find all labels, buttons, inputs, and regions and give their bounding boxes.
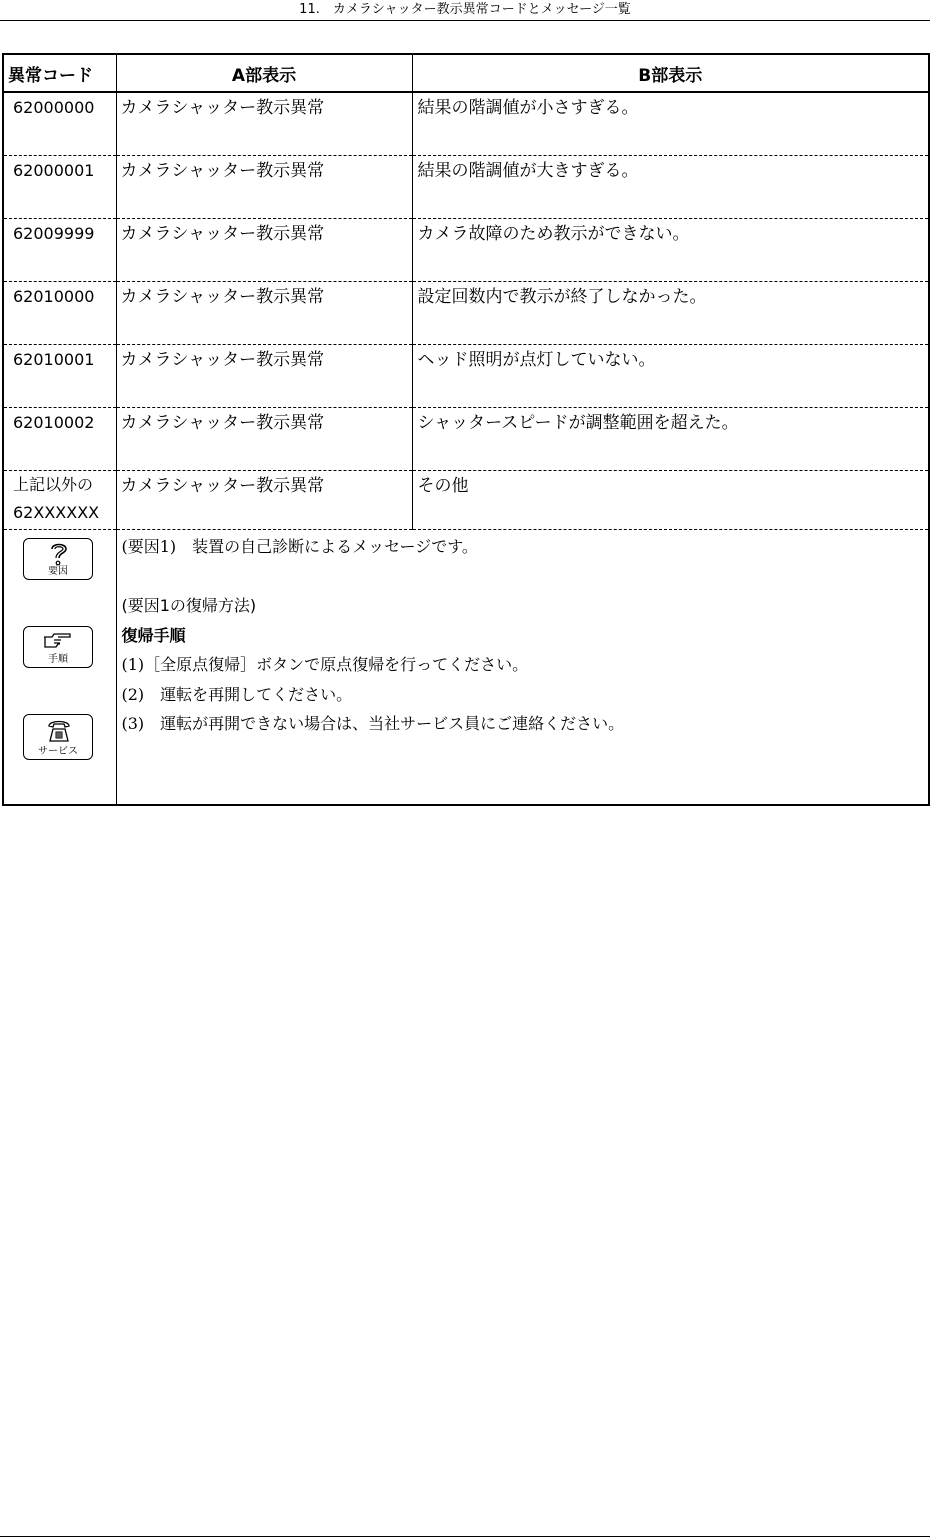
error-code: 62010002 — [3, 408, 116, 471]
cause-label: 要因 — [48, 566, 68, 577]
step-3: (3) 運転が再開できない場合は、当社サービス員にご連絡ください。 — [121, 714, 625, 733]
a-display: カメラシャッター教示異常 — [116, 282, 412, 345]
pointing-hand-icon — [42, 629, 72, 653]
b-display: カメラ故障のため教示ができない。 — [412, 219, 929, 282]
b-display: 結果の階調値が小さすぎる。 — [412, 92, 929, 156]
error-code: 62010001 — [3, 345, 116, 408]
question-icon — [48, 541, 70, 567]
error-code-table — [2, 53, 930, 806]
b-display: シャッタースピードが調整範囲を超えた。 — [412, 408, 929, 471]
procedure-label: 手順 — [48, 654, 68, 665]
header-code: 異常コード — [3, 54, 116, 92]
step-2: (2) 運転を再開してください。 — [121, 684, 353, 704]
table-row — [3, 471, 929, 530]
icon-column — [3, 530, 116, 806]
b-display: 設定回数内で教示が終了しなかった。 — [412, 282, 929, 345]
error-code: 62000001 — [3, 156, 116, 219]
table-header-row — [3, 54, 929, 92]
a-display: カメラシャッター教示異常 — [116, 408, 412, 471]
error-code: 62009999 — [3, 219, 116, 282]
detail-row — [3, 530, 929, 806]
procedure-heading: 復帰手順 — [121, 625, 186, 645]
header-b: B部表示 — [412, 54, 929, 92]
telephone-icon — [46, 717, 72, 745]
error-code-other — [3, 471, 116, 530]
recovery-heading: (要因1の復帰方法) — [121, 596, 257, 615]
procedure-button — [23, 626, 93, 668]
cause-line: (要因1) 装置の自己診断によるメッセージです。 — [121, 537, 478, 556]
service-label: サービス — [38, 746, 78, 757]
service-button — [23, 714, 93, 760]
b-display: 結果の階調値が大きすぎる。 — [412, 156, 929, 219]
table-row — [3, 219, 929, 282]
a-display: カメラシャッター教示異常 — [116, 156, 412, 219]
a-display: カメラシャッター教示異常 — [116, 345, 412, 408]
table-row — [3, 282, 929, 345]
table-row — [3, 408, 929, 471]
error-code-other-line2: 62XXXXXX — [13, 503, 100, 522]
error-code: 62000000 — [3, 92, 116, 156]
detail-cell — [116, 530, 929, 806]
cause-button — [23, 538, 93, 580]
error-code-other-line1: 上記以外の — [13, 475, 94, 494]
page-header: 11. カメラシャッター教示異常コードとメッセージ一覧 — [0, 0, 930, 21]
table-row — [3, 156, 929, 219]
table-row — [3, 345, 929, 408]
detail-text — [122, 532, 625, 739]
header-a: A部表示 — [116, 54, 412, 92]
a-display: カメラシャッター教示異常 — [116, 92, 412, 156]
b-display: その他 — [412, 471, 929, 530]
b-display: ヘッド照明が点灯していない。 — [412, 345, 929, 408]
error-code: 62010000 — [3, 282, 116, 345]
step-1: (1)［全原点復帰］ボタンで原点復帰を行ってください。 — [121, 655, 529, 674]
table-row — [3, 92, 929, 156]
a-display: カメラシャッター教示異常 — [116, 471, 412, 530]
a-display: カメラシャッター教示異常 — [116, 219, 412, 282]
